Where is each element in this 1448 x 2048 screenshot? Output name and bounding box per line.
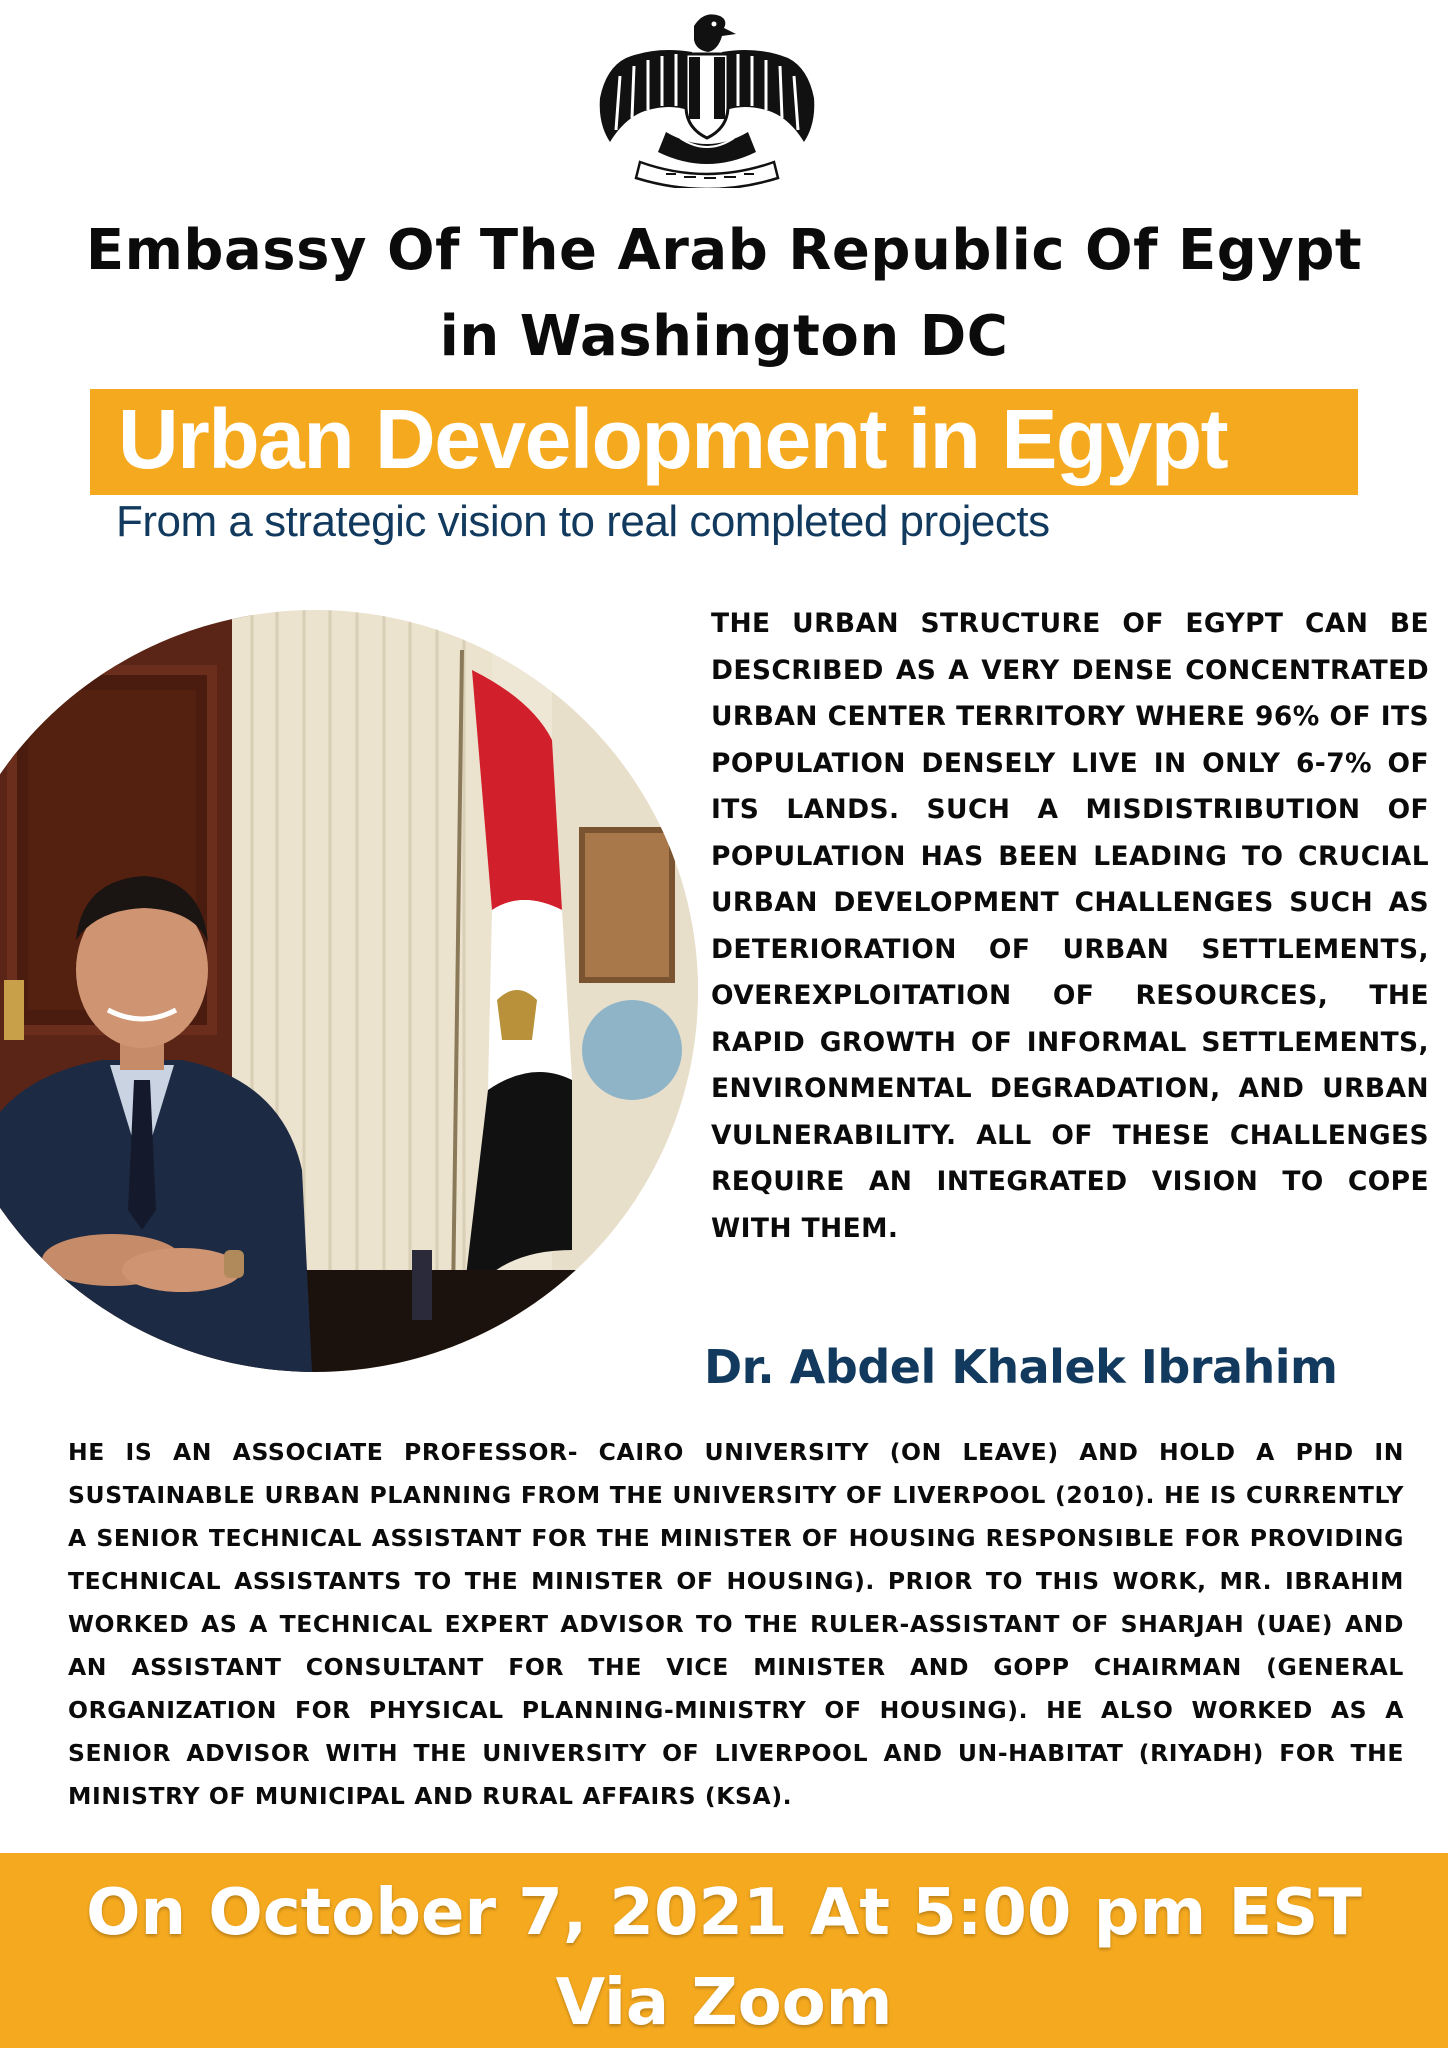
event-venue: Via Zoom (555, 1966, 893, 2040)
embassy-heading (0, 208, 1448, 380)
event-subtitle: From a strategic vision to real completed projects (116, 497, 1050, 546)
event-title: Urban Development in Egypt (118, 392, 1228, 486)
title-banner (90, 389, 1358, 495)
embassy-line-2: in Washington DC (439, 304, 1009, 369)
embassy-line-1: Embassy Of The Arab Republic Of Egypt (85, 218, 1363, 283)
speaker-portrait (0, 610, 698, 1372)
speaker-name: Dr. Abdel Khalek Ibrahim (704, 1340, 1338, 1394)
event-date-time: On October 7, 2021 At 5:00 pm EST (86, 1876, 1362, 1950)
egypt-emblem-icon (596, 6, 818, 188)
intro-paragraph: THE URBAN STRUCTURE OF EGYPT CAN BE DESCRIBED AS A VERY DENSE CONCENTRATED URBAN CENTER TERRITORY WHERE 96% OF ITS POPULATION DENSELY LIVE IN ONLY 6-7% OF ITS LANDS. SUCH A MISDISTRIBUTION OF POPULATION HAS BEEN LEADING TO CRUCIAL URBAN DEVELOPMENT CHALLENGES SUCH AS DETERIORATION OF URBAN SETTLEMENTS, OVEREXPLOITATION OF RESOURCES, THE RAPID GROWTH OF INFORMAL SETTLEMENTS, ENVIRONMENTAL DEGRADATION, AND URBAN VULNERABILITY. ALL OF THESE CHALLENGES REQUIRE AN INTEGRATED VISION TO COPE WITH THEM. (711, 608, 1429, 1244)
speaker-bio: HE IS AN ASSOCIATE PROFESSOR- CAIRO UNIVERSITY (ON LEAVE) AND HOLD A PHD IN SUSTAINABLE URBAN PLANNING FROM THE UNIVERSITY OF LIVERPOOL (2010). HE IS CURRENTLY A SENIOR TECHNICAL ASSISTANT FOR THE MINISTER OF HOUSING RESPONSIBLE FOR PROVIDING TECHNICAL ASSISTANTS TO THE MINISTER OF HOUSING). PRIOR TO THIS WORK, MR. IBRAHIM WORKED AS A TECHNICAL EXPERT ADVISOR TO THE RULER-ASSISTANT OF SHARJAH (UAE) AND AN ASSISTANT CONSULTANT FOR THE VICE MINISTER AND GOPP CHAIRMAN (GENERAL ORGANIZATION FOR PHYSICAL PLANNING-MINISTRY OF HOUSING). HE ALSO WORKED AS A SENIOR ADVISOR WITH THE UNIVERSITY OF LIVERPOOL AND UN-HABITAT (RIYADH) FOR THE MINISTRY OF MUNICIPAL AND RURAL AFFAIRS (KSA). (68, 1438, 1404, 1810)
event-footer (0, 1853, 1448, 2048)
